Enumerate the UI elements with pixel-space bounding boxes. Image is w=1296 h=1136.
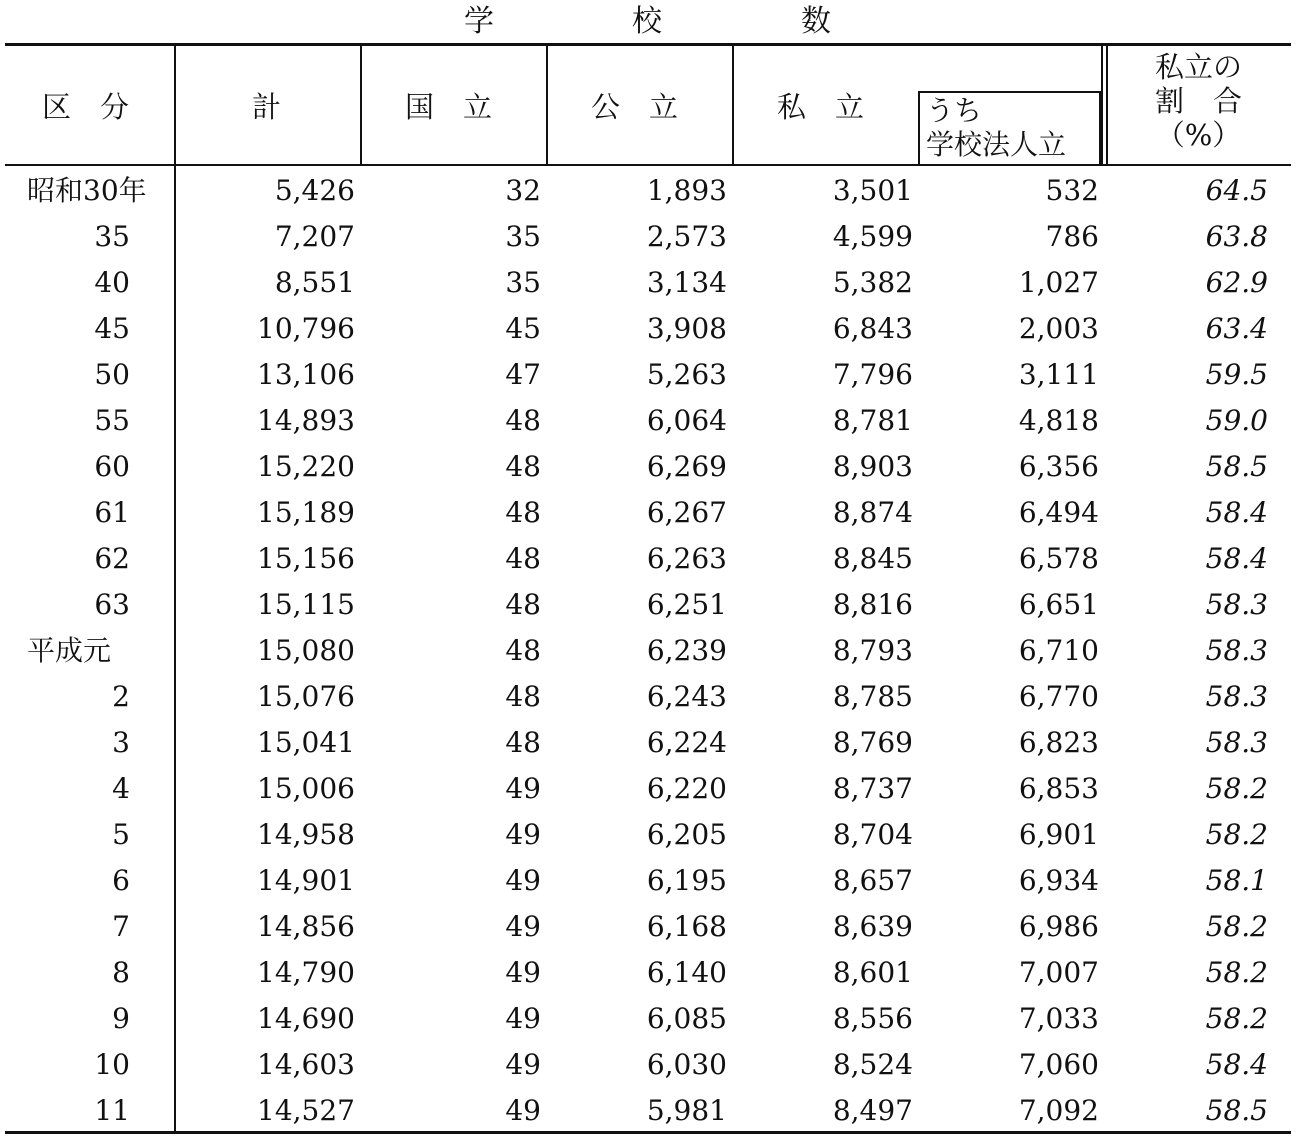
cell-total: 15,115 (257, 588, 355, 621)
cell-total: 14,856 (257, 910, 355, 943)
header-ratio (1106, 50, 1291, 152)
cell-ratio: 62.9 (1205, 266, 1268, 299)
cell-national: 48 (505, 496, 541, 529)
table-row (0, 1042, 1296, 1088)
cell-public: 6,030 (646, 1048, 727, 1081)
cell-public: 6,064 (646, 404, 727, 437)
cell-public: 6,251 (646, 588, 727, 621)
cell-total: 7,207 (274, 220, 355, 253)
cell-total: 5,426 (274, 174, 355, 207)
cell-ratio: 58.2 (1205, 772, 1268, 805)
cell-national: 48 (505, 680, 541, 713)
cell-national: 49 (505, 772, 541, 805)
row-label: 63 (94, 588, 130, 621)
cell-corp: 786 (1045, 220, 1099, 253)
cell-private: 8,497 (832, 1094, 913, 1127)
cell-ratio: 63.8 (1205, 220, 1268, 253)
cell-ratio: 58.2 (1205, 1002, 1268, 1035)
table-row (0, 720, 1296, 766)
column-divider (732, 46, 734, 165)
row-label: 40 (94, 266, 130, 299)
cell-corp: 2,003 (1018, 312, 1099, 345)
cell-public: 1,893 (646, 174, 727, 207)
row-label: 50 (94, 358, 130, 391)
cell-national: 48 (505, 404, 541, 437)
header-corp-line2: 学校法人立 (926, 128, 1067, 161)
row-label: 35 (94, 220, 130, 253)
table-row (0, 352, 1296, 398)
cell-private: 8,874 (832, 496, 913, 529)
row-label: 45 (94, 312, 130, 345)
cell-corp: 6,823 (1018, 726, 1099, 759)
table-row (0, 766, 1296, 812)
table-top-rule (5, 43, 1291, 46)
table-row (0, 858, 1296, 904)
cell-total: 15,220 (257, 450, 355, 483)
row-label: 6 (112, 864, 130, 897)
cell-public: 6,224 (646, 726, 727, 759)
cell-ratio: 58.3 (1205, 726, 1268, 759)
cell-corp: 6,651 (1018, 588, 1099, 621)
cell-ratio: 58.3 (1205, 680, 1268, 713)
cell-ratio: 58.5 (1205, 1094, 1268, 1127)
cell-ratio: 58.5 (1205, 450, 1268, 483)
cell-ratio: 59.0 (1205, 404, 1268, 437)
table-row (0, 904, 1296, 950)
header-bottom-rule (5, 164, 1291, 166)
cell-corp: 6,934 (1018, 864, 1099, 897)
cell-ratio: 58.3 (1205, 634, 1268, 667)
cell-national: 45 (505, 312, 541, 345)
cell-corp: 532 (1045, 174, 1099, 207)
cell-private: 8,845 (832, 542, 913, 575)
table-bottom-rule (5, 1131, 1291, 1134)
header-national: 国 立 (405, 90, 493, 124)
header-ratio-line3: （%） (1155, 118, 1242, 152)
cell-total: 14,603 (257, 1048, 355, 1081)
cell-corp: 7,033 (1018, 1002, 1099, 1035)
cell-ratio: 58.4 (1205, 1048, 1268, 1081)
table-row (0, 306, 1296, 352)
row-label: 2 (112, 680, 130, 713)
row-label: 5 (112, 818, 130, 851)
cell-private: 8,785 (832, 680, 913, 713)
cell-corp: 6,710 (1018, 634, 1099, 667)
cell-corp: 6,356 (1018, 450, 1099, 483)
cell-corp: 6,901 (1018, 818, 1099, 851)
table-row (0, 398, 1296, 444)
column-divider (546, 46, 548, 165)
cell-corp: 6,770 (1018, 680, 1099, 713)
cell-private: 8,657 (832, 864, 913, 897)
table-title (0, 2, 1296, 42)
cell-private: 8,639 (832, 910, 913, 943)
row-label: 平成元 (27, 634, 112, 667)
cell-ratio: 58.2 (1205, 956, 1268, 989)
header-ratio-line2: 割 合 (1154, 84, 1242, 118)
row-label: 60 (94, 450, 130, 483)
cell-public: 3,134 (646, 266, 727, 299)
cell-private: 8,556 (832, 1002, 913, 1035)
cell-corp: 1,027 (1018, 266, 1099, 299)
table-row (0, 582, 1296, 628)
cell-corp: 6,853 (1018, 772, 1099, 805)
cell-public: 6,243 (646, 680, 727, 713)
table-row (0, 214, 1296, 260)
cell-public: 6,239 (646, 634, 727, 667)
cell-total: 14,901 (257, 864, 355, 897)
table-row (0, 996, 1296, 1042)
title-char: 学 (464, 4, 494, 39)
cell-private: 4,599 (832, 220, 913, 253)
cell-ratio: 58.2 (1205, 910, 1268, 943)
cell-public: 5,981 (646, 1094, 727, 1127)
cell-private: 8,793 (832, 634, 913, 667)
cell-national: 49 (505, 818, 541, 851)
cell-public: 6,263 (646, 542, 727, 575)
header-private: 私 立 (777, 90, 865, 124)
row-label: 4 (112, 772, 130, 805)
header-corp-line1: うち (926, 94, 983, 127)
cell-private: 8,601 (832, 956, 913, 989)
cell-private: 5,382 (832, 266, 913, 299)
cell-private: 8,704 (832, 818, 913, 851)
cell-ratio: 58.2 (1205, 818, 1268, 851)
cell-total: 15,080 (257, 634, 355, 667)
cell-public: 6,205 (646, 818, 727, 851)
cell-total: 8,551 (274, 266, 355, 299)
row-label: 3 (112, 726, 130, 759)
cell-total: 15,189 (257, 496, 355, 529)
header-corp-box (918, 91, 1101, 164)
cell-corp: 3,111 (1018, 358, 1099, 391)
cell-private: 8,524 (832, 1048, 913, 1081)
cell-public: 5,263 (646, 358, 727, 391)
cell-total: 15,041 (257, 726, 355, 759)
cell-total: 15,156 (257, 542, 355, 575)
table-row (0, 950, 1296, 996)
cell-public: 6,168 (646, 910, 727, 943)
row-label: 昭和30年 (27, 174, 147, 207)
row-label: 8 (112, 956, 130, 989)
cell-national: 35 (505, 220, 541, 253)
cell-total: 10,796 (257, 312, 355, 345)
table-row (0, 260, 1296, 306)
cell-private: 8,903 (832, 450, 913, 483)
header-category: 区 分 (42, 90, 130, 124)
cell-total: 15,006 (257, 772, 355, 805)
cell-national: 48 (505, 634, 541, 667)
cell-corp: 7,007 (1018, 956, 1099, 989)
row-label: 55 (94, 404, 130, 437)
cell-national: 48 (505, 588, 541, 621)
cell-corp: 7,092 (1018, 1094, 1099, 1127)
cell-private: 8,737 (832, 772, 913, 805)
cell-private: 7,796 (832, 358, 913, 391)
cell-national: 47 (505, 358, 541, 391)
table-row (0, 536, 1296, 582)
cell-ratio: 58.1 (1205, 864, 1268, 897)
row-label: 11 (94, 1094, 130, 1127)
table-row (0, 490, 1296, 536)
cell-ratio: 58.3 (1205, 588, 1268, 621)
cell-corp: 6,986 (1018, 910, 1099, 943)
table-row (0, 812, 1296, 858)
title-char: 数 (801, 4, 831, 39)
cell-total: 14,893 (257, 404, 355, 437)
cell-private: 8,781 (832, 404, 913, 437)
cell-total: 15,076 (257, 680, 355, 713)
cell-national: 32 (505, 174, 541, 207)
cell-national: 49 (505, 864, 541, 897)
cell-ratio: 58.4 (1205, 542, 1268, 575)
cell-national: 35 (505, 266, 541, 299)
cell-public: 6,220 (646, 772, 727, 805)
row-label: 9 (112, 1002, 130, 1035)
column-divider (360, 46, 362, 165)
cell-ratio: 58.4 (1205, 496, 1268, 529)
cell-public: 6,085 (646, 1002, 727, 1035)
cell-total: 13,106 (257, 358, 355, 391)
cell-private: 3,501 (832, 174, 913, 207)
cell-corp: 7,060 (1018, 1048, 1099, 1081)
cell-public: 6,140 (646, 956, 727, 989)
header-ratio-line1: 私立の (1154, 50, 1242, 84)
cell-public: 6,267 (646, 496, 727, 529)
row-label: 61 (94, 496, 130, 529)
cell-public: 2,573 (646, 220, 727, 253)
cell-national: 48 (505, 450, 541, 483)
title-char: 校 (632, 4, 662, 39)
table-row (0, 1088, 1296, 1134)
cell-private: 6,843 (832, 312, 913, 345)
table-row (0, 444, 1296, 490)
cell-national: 48 (505, 542, 541, 575)
cell-national: 48 (505, 726, 541, 759)
header-total: 計 (252, 90, 282, 124)
cell-total: 14,690 (257, 1002, 355, 1035)
table-row (0, 628, 1296, 674)
cell-corp: 4,818 (1018, 404, 1099, 437)
cell-private: 8,816 (832, 588, 913, 621)
cell-national: 49 (505, 1048, 541, 1081)
cell-public: 3,908 (646, 312, 727, 345)
cell-public: 6,269 (646, 450, 727, 483)
cell-total: 14,527 (257, 1094, 355, 1127)
cell-national: 49 (505, 956, 541, 989)
table-row (0, 168, 1296, 214)
row-label: 10 (94, 1048, 130, 1081)
column-divider (1101, 46, 1103, 165)
cell-ratio: 63.4 (1205, 312, 1268, 345)
table-row (0, 674, 1296, 720)
cell-private: 8,769 (832, 726, 913, 759)
cell-national: 49 (505, 1002, 541, 1035)
row-label: 62 (94, 542, 130, 575)
cell-ratio: 64.5 (1205, 174, 1268, 207)
cell-corp: 6,578 (1018, 542, 1099, 575)
cell-ratio: 59.5 (1205, 358, 1268, 391)
cell-total: 14,790 (257, 956, 355, 989)
cell-total: 14,958 (257, 818, 355, 851)
cell-national: 49 (505, 1094, 541, 1127)
cell-public: 6,195 (646, 864, 727, 897)
cell-national: 49 (505, 910, 541, 943)
row-label: 7 (112, 910, 130, 943)
cell-corp: 6,494 (1018, 496, 1099, 529)
header-public: 公 立 (591, 90, 679, 124)
